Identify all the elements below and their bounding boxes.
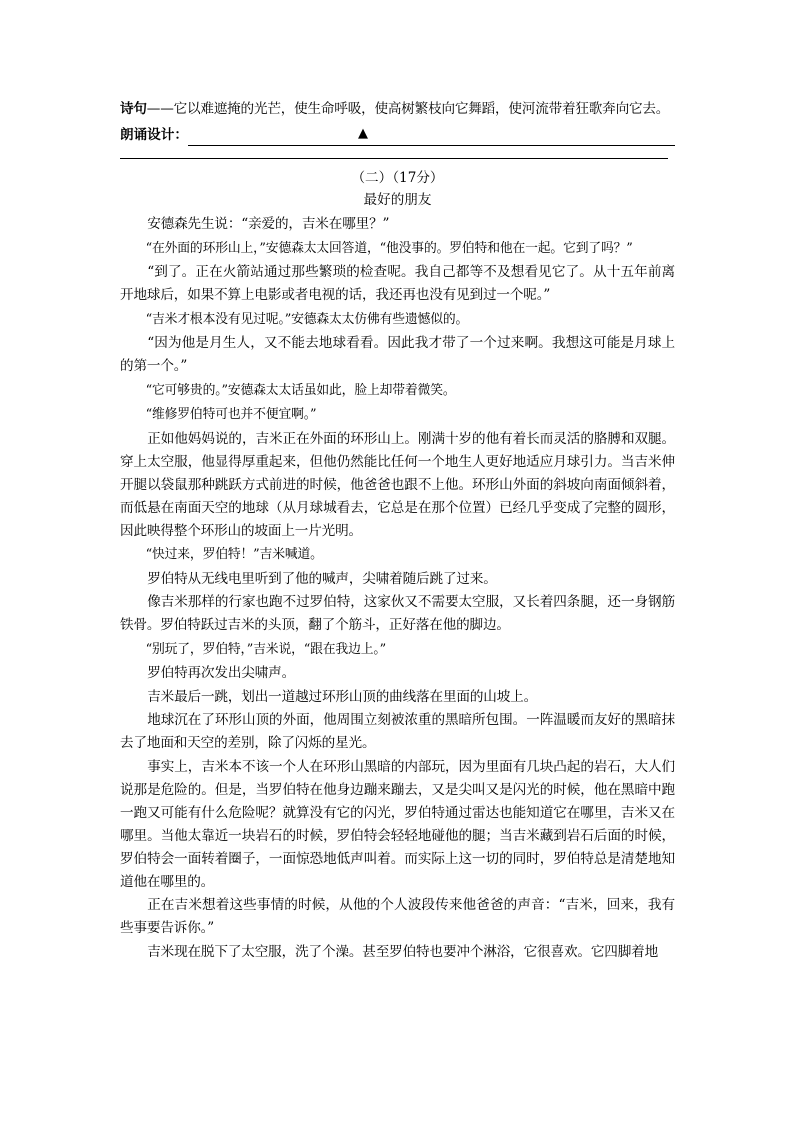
paragraph: 地球沉在了环形山顶的外面，他周围立刻被浓重的黑暗所包围。一阵温暖而友好的黑暗抹去了地面和天空的差别，除了闪烁的星光。 [120, 712, 675, 751]
paragraph: “在外面的环形山上，”安德森太太回答道，“他没事的。罗伯特和他在一起。它到了吗？” [145, 240, 633, 256]
paragraph: 像吉米那样的行家也跑不过罗伯特，这家伙又不需要太空服，又长着四条腿，还一身钢筋铁骨。罗伯特跃过吉米的头顶，翻了个筋斗，正好落在他的脚边。 [120, 594, 675, 633]
answer-line[interactable] [120, 146, 668, 159]
section-heading: （二）（17分） [351, 170, 444, 186]
poem-line [120, 98, 675, 120]
poem-label: 诗句 [120, 101, 147, 117]
paragraph: 吉米现在脱下了太空服，洗了个澡。甚至罗伯特也要冲个淋浴，它很喜欢。它四脚着地 [147, 943, 659, 960]
paragraph: “吉米才根本没有见过呢。”安德森太太仿佛有些遗憾似的。 [145, 311, 469, 327]
paragraph: “维修罗伯特可也并不便宜啊。” [145, 407, 317, 422]
paragraph: 安德森先生说：“亲爱的，吉米在哪里？” [147, 216, 390, 232]
recitation-label: 朗诵设计： [120, 127, 188, 143]
paragraph: 正如他妈妈说的，吉米正在外面的环形山上。刚满十岁的他有着长而灵活的胳膊和双腿。穿上太空服，他显得厚重起来，但他仍然能比任何一个地生人更好地适应月球引力。当吉米伸开腿以袋鼠那种跳跃方式前进的时候，他爸爸也跟不上他。环形山外面的斜坡向南面倾斜着，而低悬在南面天空的地球（从月球城看去，它总是在那个位置）已经几乎变成了完整的圆形，因此映得整个环形山的坡面上一片光明。 [120, 430, 675, 539]
recitation-design [120, 124, 675, 146]
paragraph: 罗伯特再次发出尖啸声。 [147, 665, 296, 681]
paragraph: 罗伯特从无线电里听到了他的喊声，尖啸着随后跳了过来。 [147, 570, 497, 587]
poem-text: ——它以难遮掩的光芒，使生命呼吸，使高树繁枝向它舞蹈，使河流带着狂歌奔向它去。 [146, 101, 670, 117]
document-page [120, 98, 675, 964]
paragraph: “快过来，罗伯特！”吉米喊道。 [145, 547, 323, 562]
paragraph: “因为他是月生人，又不能去地球看看。因此我才带了一个过来啊。我想这可能是月球上的第一个。” [120, 335, 675, 374]
paragraph: 吉米最后一跳，划出一道越过环形山顶的曲线落在里面的山坡上。 [147, 688, 538, 705]
paragraph: “别玩了，罗伯特，”吉米说，“跟在我边上。” [145, 641, 387, 657]
paragraph: “它可够贵的。”安德森太太话虽如此，脸上却带着微笑。 [145, 382, 456, 398]
paragraph: 正在吉米想着这些事情的时候，从他的个人波段传来他爸爸的声音：“吉米，回来，我有些事要告诉你。” [120, 897, 675, 936]
answer-blank[interactable] [188, 126, 675, 146]
triangle-marker-icon: ▲ [357, 126, 368, 141]
paragraph: 事实上，吉米本不该一个人在环形山黑暗的内部玩，因为里面有几块凸起的岩石，大人们说那是危险的。但是，当罗伯特在他身边蹦来蹦去，又是尖叫又是闪光的时候，他在黑暗中跑一跑又可能有什么危险呢？就算没有它的闪光，罗伯特通过雷达也能知道它在哪里，吉米又在哪里。当他太靠近一块岩石的时候，罗伯特会轻轻地碰他的腿；当吉米藏到岩石后面的时候，罗伯特会一面转着圈子，一面惊恐地低声叫着。而实际上这一切的同时，罗伯特总是清楚地知道他在哪里的。 [120, 758, 675, 890]
paragraph: “到了。正在火箭站通过那些繁琐的检查呢。我自己都等不及想看见它了。从十五年前离开地球后，如果不算上电影或者电视的话，我还再也没有见到过一个呢。” [120, 264, 675, 303]
story-title: 最好的朋友 [363, 192, 432, 208]
